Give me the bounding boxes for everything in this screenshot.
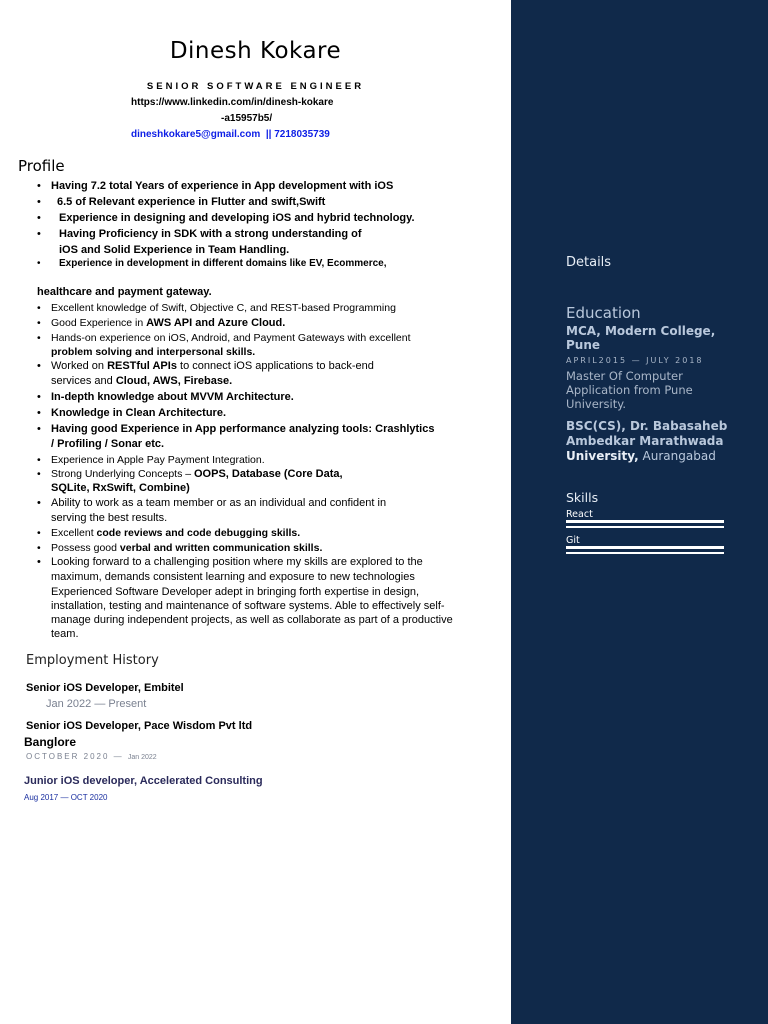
job2-dates: [26, 752, 157, 761]
skill-react-label: React: [566, 509, 593, 520]
skill-git-bar-2: [566, 552, 724, 554]
list-item-text: [51, 526, 300, 540]
list-item-text: team.: [51, 628, 79, 640]
list-item-text: serving the best results.: [51, 512, 168, 524]
skill-react-bar-2: [566, 526, 724, 528]
text-span: Worked on: [51, 360, 108, 372]
list-item-text: [51, 467, 343, 481]
edu1-desc-2: Application from Pune: [566, 383, 693, 397]
job-role: SENIOR SOFTWARE ENGINEER: [146, 81, 365, 92]
phone-number: 7218035739: [274, 129, 330, 140]
job2-dates-end: Jan 2022: [127, 754, 157, 761]
text-span: Excellent: [51, 527, 97, 539]
linkedin-link-cont[interactable]: -a15957b5/: [221, 113, 273, 124]
skills-heading: Skills: [566, 490, 599, 505]
profile-heading: Profile: [18, 157, 65, 175]
list-item-text: Experienced Software Developer adept in bringing forth expertise in design,: [51, 586, 420, 598]
job3-dates: Aug 2017 — OCT 2020: [24, 793, 108, 802]
text-span-bold: AWS API and Azure Cloud.: [146, 317, 286, 329]
list-item-text: [51, 541, 322, 555]
edu2-title-1: BSC(CS), Dr. Babasaheb: [566, 419, 728, 433]
edu2-title-3: [566, 449, 716, 463]
edu2-city: Aurangabad: [638, 449, 716, 463]
edu1-title: MCA, Modern College,: [566, 324, 716, 338]
list-item-text: SQLite, RxSwift, Combine): [51, 482, 190, 494]
list-item-text: manage during independent projects, as well as collaborate as part of a productive: [51, 614, 453, 626]
job1-dates: Jan 2022 — Present: [46, 698, 147, 710]
list-item-text: [51, 359, 374, 373]
list-item-text: [51, 374, 232, 388]
list-item-text: Having good Experience in App performance analyzing tools: Crashlytics: [51, 423, 435, 435]
edu1-dates: APRIL2015 — JULY 2018: [566, 356, 704, 365]
edu1-desc-3: University.: [566, 397, 627, 411]
text-span: Strong Underlying Concepts –: [51, 468, 194, 480]
edu1-city: Pune: [566, 338, 601, 352]
job3-title: Junior iOS developer, Accelerated Consulting: [24, 775, 263, 787]
list-item-text: Having Proficiency in SDK with a strong understanding of: [59, 228, 362, 240]
text-span-bold: OOPS, Database (Core Data,: [194, 468, 343, 480]
job2-title: Senior iOS Developer, Pace Wisdom Pvt ltd: [26, 720, 253, 732]
job2-dates-start: OCTOBER 2020 —: [26, 752, 128, 761]
list-item-text: Experience in development in different domains like EV, Ecommerce,: [59, 258, 387, 269]
list-item-text: 6.5 of Relevant experience in Flutter and swift,Swift: [57, 196, 326, 208]
list-item-text: Experience in Apple Pay Payment Integration.: [51, 454, 265, 466]
job1-title: Senior iOS Developer, Embitel: [26, 682, 184, 694]
text-span: Possess good: [51, 542, 120, 554]
contact-line: [131, 129, 330, 140]
text-span: to connect iOS applications to back-end: [176, 360, 374, 372]
details-heading: Details: [566, 255, 612, 270]
email-link[interactable]: dineshkokare5@gmail.com: [131, 129, 261, 140]
list-item-text: problem solving and interpersonal skills.: [51, 346, 256, 358]
edu1-desc-1: Master Of Computer: [566, 369, 683, 383]
list-item-text: Looking forward to a challenging position where my skills are explored to the: [51, 556, 423, 568]
list-item-text: In-depth knowledge about MVVM Architecture.: [51, 391, 294, 403]
list-item-text: Excellent knowledge of Swift, Objective C, and REST-based Programming: [51, 302, 396, 314]
list-item-text: Hands-on experience on iOS, Android, and Payment Gateways with excellent: [51, 332, 411, 344]
contact-separator: ||: [265, 129, 272, 140]
skill-git-label: Git: [566, 535, 580, 546]
employment-heading: Employment History: [26, 653, 159, 668]
text-span-bold: Cloud, AWS, Firebase.: [115, 375, 233, 387]
list-item-text: healthcare and payment gateway.: [37, 286, 212, 298]
skill-git-bar: [566, 546, 724, 549]
edu2-title-2: Ambedkar Marathwada: [566, 434, 724, 448]
text-span-bold: verbal and written communication skills.: [119, 542, 323, 554]
list-item-text: maximum, demands consistent learning and exposure to new technologies: [51, 571, 415, 583]
text-span: Good Experience in: [51, 317, 147, 329]
list-item-text: Ability to work as a team member or as an individual and confident in: [51, 497, 387, 509]
candidate-name: Dinesh Kokare: [169, 38, 342, 64]
list-item-text: [51, 316, 285, 330]
sidebar: [511, 0, 768, 1024]
skill-react-bar: [566, 520, 724, 523]
list-item-text: Having 7.2 total Years of experience in App development with iOS: [51, 180, 394, 192]
job2-location: Banglore: [24, 735, 77, 749]
education-heading: Education: [566, 304, 641, 322]
text-span-bold: code reviews and code debugging skills.: [96, 527, 301, 539]
list-item-text: Experience in designing and developing iOS and hybrid technology.: [59, 212, 415, 224]
list-item-text: installation, testing and maintenance of software systems. Able to effectively self-: [51, 600, 445, 612]
text-span-bold: RESTful APIs: [107, 360, 177, 372]
list-item-text: iOS and Solid Experience in Team Handling.: [59, 244, 290, 256]
text-span: services and: [51, 375, 116, 387]
list-item-text: Knowledge in Clean Architecture.: [51, 407, 227, 419]
list-item-text: / Profiling / Sonar etc.: [51, 438, 165, 450]
edu2-university: University,: [566, 449, 639, 463]
linkedin-link[interactable]: https://www.linkedin.com/in/dinesh-kokare: [131, 97, 334, 108]
